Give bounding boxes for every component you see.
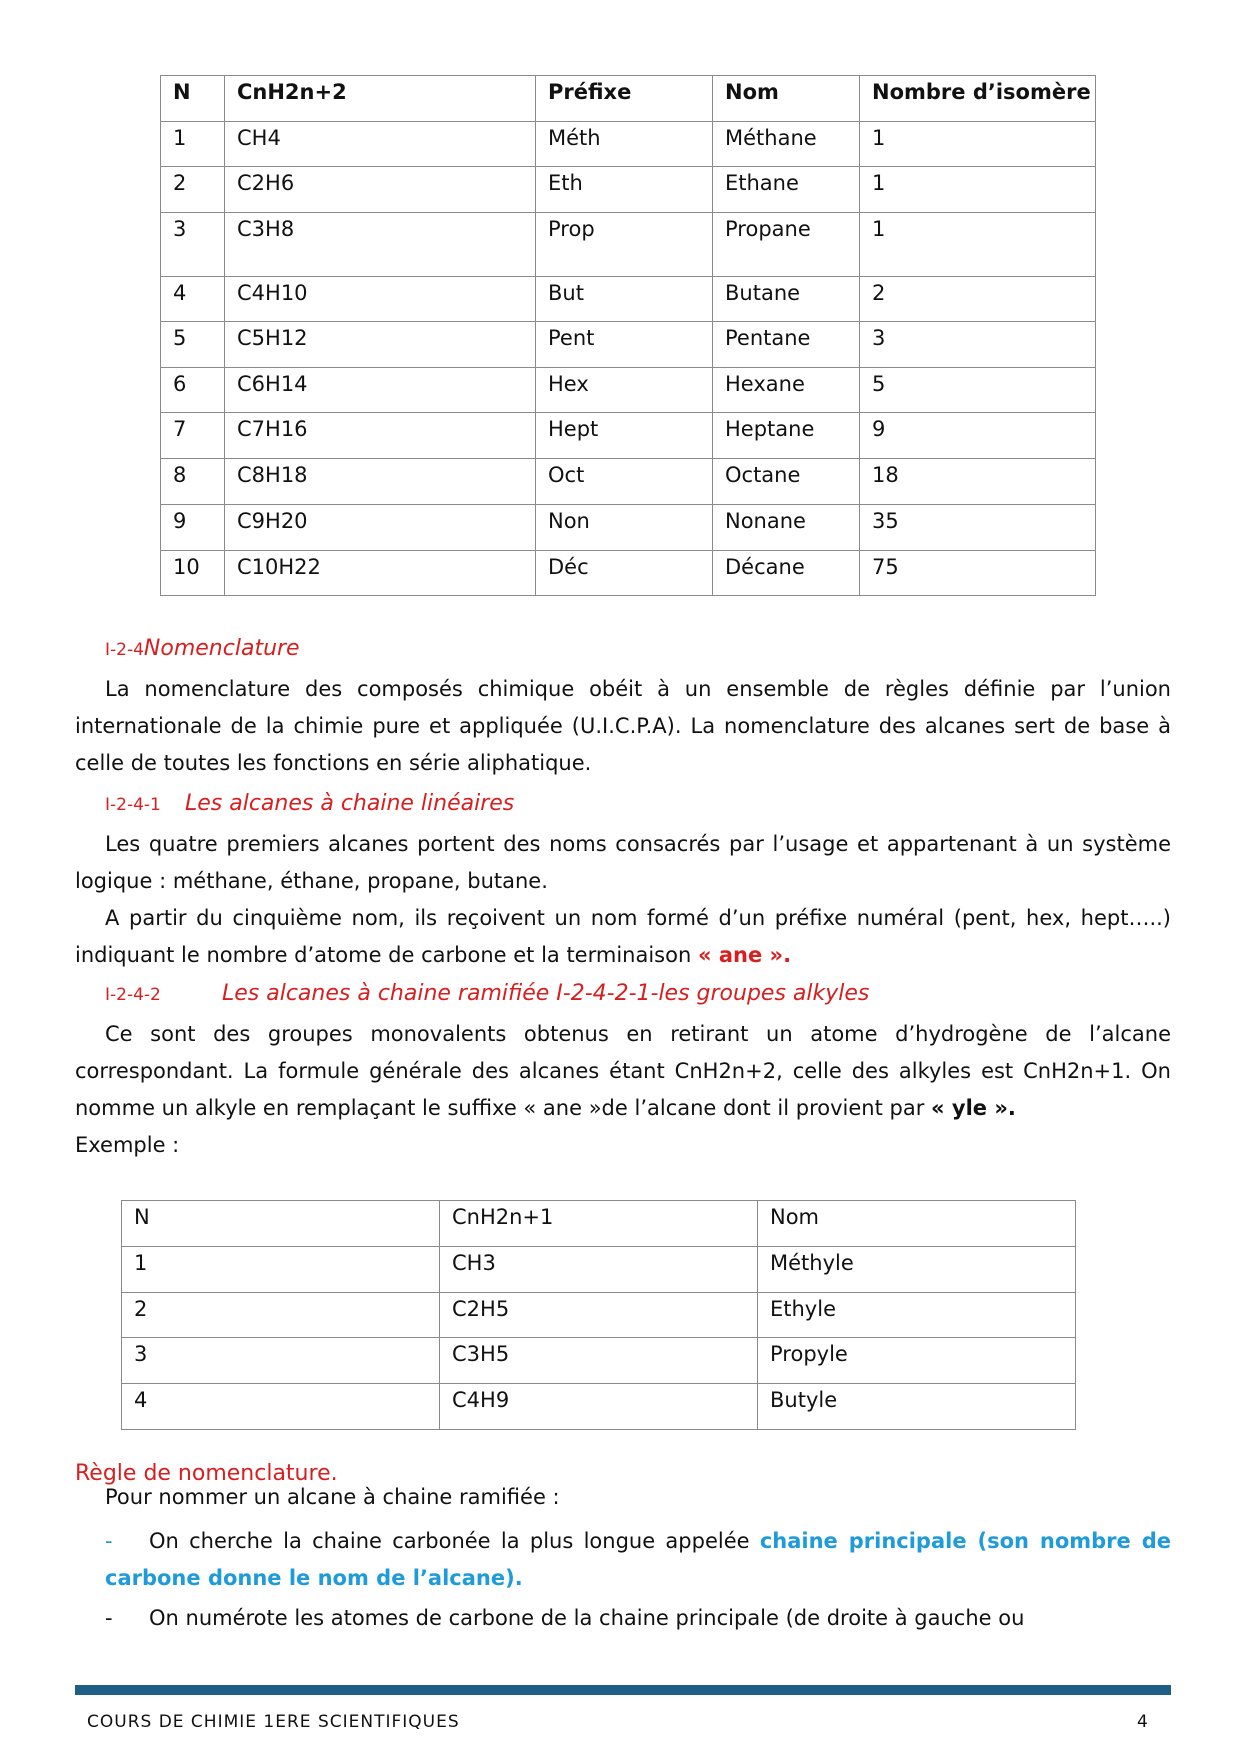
table-row xyxy=(161,322,1096,368)
page-number: 4 xyxy=(1137,1712,1149,1732)
table-cell: 18 xyxy=(860,459,1096,505)
table-row xyxy=(161,459,1096,505)
table-header-cell: Nom xyxy=(713,76,860,122)
table-cell: Hex xyxy=(536,368,713,413)
table-header-row xyxy=(122,1201,1076,1247)
footer-bar xyxy=(75,1685,1171,1695)
table-row xyxy=(122,1338,1076,1384)
table-cell: Nonane xyxy=(713,505,860,551)
table-cell: 8 xyxy=(161,459,225,505)
table-row xyxy=(122,1384,1076,1430)
table-cell: Prop xyxy=(536,213,713,277)
table-cell: Non xyxy=(536,505,713,551)
table-cell: Heptane xyxy=(713,413,860,459)
table-header-row xyxy=(161,76,1096,122)
footer-course: COURS DE CHIMIE 1ERE SCIENTIFIQUES xyxy=(87,1712,460,1732)
table-cell: 1 xyxy=(122,1247,440,1293)
table-cell: Pentane xyxy=(713,322,860,368)
table-row xyxy=(161,413,1096,459)
table-cell: 5 xyxy=(860,368,1096,413)
table-cell: 2 xyxy=(161,167,225,213)
table-cell: 1 xyxy=(161,122,225,167)
section-heading-linear: I-2-4-1 Les alcanes à chaine linéaires xyxy=(105,791,515,816)
table-cell: Propane xyxy=(713,213,860,277)
alkanes-table xyxy=(160,75,1096,596)
rule-list xyxy=(75,1523,1171,1637)
paragraph-linear: Les quatre premiers alcanes portent des noms consacrés par l’usage et appartenant à un système logique : méthane, éthane, propane, butane. A partir du cinquième nom, ils reçoivent un nom formé d’un préfixe numéral (pent, hex, hept…..) indiquant le nombre d’atome de carbone et la terminaison « ane ». xyxy=(75,826,1171,974)
table-cell: Butyle xyxy=(758,1384,1076,1430)
table-cell: C4H10 xyxy=(225,277,536,322)
table-cell: C5H12 xyxy=(225,322,536,368)
rule-intro: Pour nommer un alcane à chaine ramifiée : xyxy=(105,1485,560,1509)
table-row xyxy=(161,505,1096,551)
table-cell: Décane xyxy=(713,551,860,596)
table-cell: C3H8 xyxy=(225,213,536,277)
paragraph-linear-suffix: A partir du cinquième nom, ils reçoivent un nom formé d’un préfixe numéral (pent, hex, hept…..) indiquant le nombre d’atome de carbone et la terminaison « ane ». xyxy=(75,906,1171,967)
table-cell: Déc xyxy=(536,551,713,596)
table-cell: C6H14 xyxy=(225,368,536,413)
table-cell: CH3 xyxy=(440,1247,758,1293)
table-cell: Méthyle xyxy=(758,1247,1076,1293)
table-row xyxy=(161,551,1096,596)
table-cell: Pent xyxy=(536,322,713,368)
table-cell: 5 xyxy=(161,322,225,368)
table-row xyxy=(161,368,1096,413)
table-cell: C10H22 xyxy=(225,551,536,596)
table-row xyxy=(161,122,1096,167)
table-cell: C9H20 xyxy=(225,505,536,551)
table-row xyxy=(122,1247,1076,1293)
table-cell: C4H9 xyxy=(440,1384,758,1430)
table-cell: 2 xyxy=(860,277,1096,322)
table-cell: Ethane xyxy=(713,167,860,213)
table-cell: Octane xyxy=(713,459,860,505)
table-cell: 3 xyxy=(860,322,1096,368)
table-cell: C7H16 xyxy=(225,413,536,459)
table-row xyxy=(161,277,1096,322)
table-row xyxy=(161,167,1096,213)
table-row xyxy=(161,213,1096,277)
table-cell: 2 xyxy=(122,1293,440,1338)
table-cell: 1 xyxy=(860,213,1096,277)
table-cell: 9 xyxy=(161,505,225,551)
table-cell: 6 xyxy=(161,368,225,413)
table-cell: Ethyle xyxy=(758,1293,1076,1338)
rule-item-1: - On cherche la chaine carbonée la plus longue appelée chaine principale (son nombre de carbone donne le nom de l’alcane). xyxy=(105,1529,1171,1590)
table-cell: Oct xyxy=(536,459,713,505)
paragraph-branched: Ce sont des groupes monovalents obtenus en retirant un atome d’hydrogène de l’alcane correspondant. La formule générale des alcanes étant CnH2n+2, celle des alkyles est CnH2n+1. On nomme un alkyle en remplaçant le suffixe « ane »de l’alcane dont il provient par « yle ». Exemple : xyxy=(75,1022,1171,1157)
rule-item-2: - On numérote les atomes de carbone de la chaine principale (de droite à gauche ou xyxy=(105,1606,1025,1630)
table-cell: 75 xyxy=(860,551,1096,596)
section-heading-nomenclature: I-2-4Nomenclature xyxy=(105,636,300,661)
table-header-cell: N xyxy=(161,76,225,122)
table-cell: Méthane xyxy=(713,122,860,167)
table-header-cell: Nom xyxy=(758,1201,1076,1247)
table-cell: C3H5 xyxy=(440,1338,758,1384)
rule-title: Règle de nomenclature. xyxy=(75,1461,338,1486)
table-row xyxy=(122,1293,1076,1338)
table-cell: 1 xyxy=(860,167,1096,213)
table-cell: 10 xyxy=(161,551,225,596)
table-header-cell: CnH2n+1 xyxy=(440,1201,758,1247)
table-cell: 7 xyxy=(161,413,225,459)
table-cell: CH4 xyxy=(225,122,536,167)
table-header-cell: Préfixe xyxy=(536,76,713,122)
table-header-cell: CnH2n+2 xyxy=(225,76,536,122)
table-cell: 35 xyxy=(860,505,1096,551)
table-cell: Hept xyxy=(536,413,713,459)
table-cell: Hexane xyxy=(713,368,860,413)
table-cell: C8H18 xyxy=(225,459,536,505)
table-header-cell: N xyxy=(122,1201,440,1247)
section-heading-branched: I-2-4-2 Les alcanes à chaine ramifiée I-2-4-2-1-les groupes alkyles xyxy=(105,981,870,1006)
table-cell: Eth xyxy=(536,167,713,213)
table-cell: Méth xyxy=(536,122,713,167)
table-cell: 4 xyxy=(122,1384,440,1430)
table-cell: 9 xyxy=(860,413,1096,459)
table-cell: Butane xyxy=(713,277,860,322)
table-cell: But xyxy=(536,277,713,322)
table-cell: C2H5 xyxy=(440,1293,758,1338)
alkyl-table xyxy=(121,1200,1076,1430)
table-cell: 3 xyxy=(122,1338,440,1384)
table-header-cell: Nombre d’isomère xyxy=(860,76,1096,122)
table-cell: 1 xyxy=(860,122,1096,167)
table-cell: 3 xyxy=(161,213,225,277)
table-cell: C2H6 xyxy=(225,167,536,213)
table-cell: 4 xyxy=(161,277,225,322)
table-cell: Propyle xyxy=(758,1338,1076,1384)
paragraph-nomenclature: La nomenclature des composés chimique obéit à un ensemble de règles définie par l’union internationale de la chimie pure et appliquée (U.I.C.P.A). La nomenclature des alcanes sert de base à celle de toutes les fonctions en série aliphatique. xyxy=(75,677,1171,775)
